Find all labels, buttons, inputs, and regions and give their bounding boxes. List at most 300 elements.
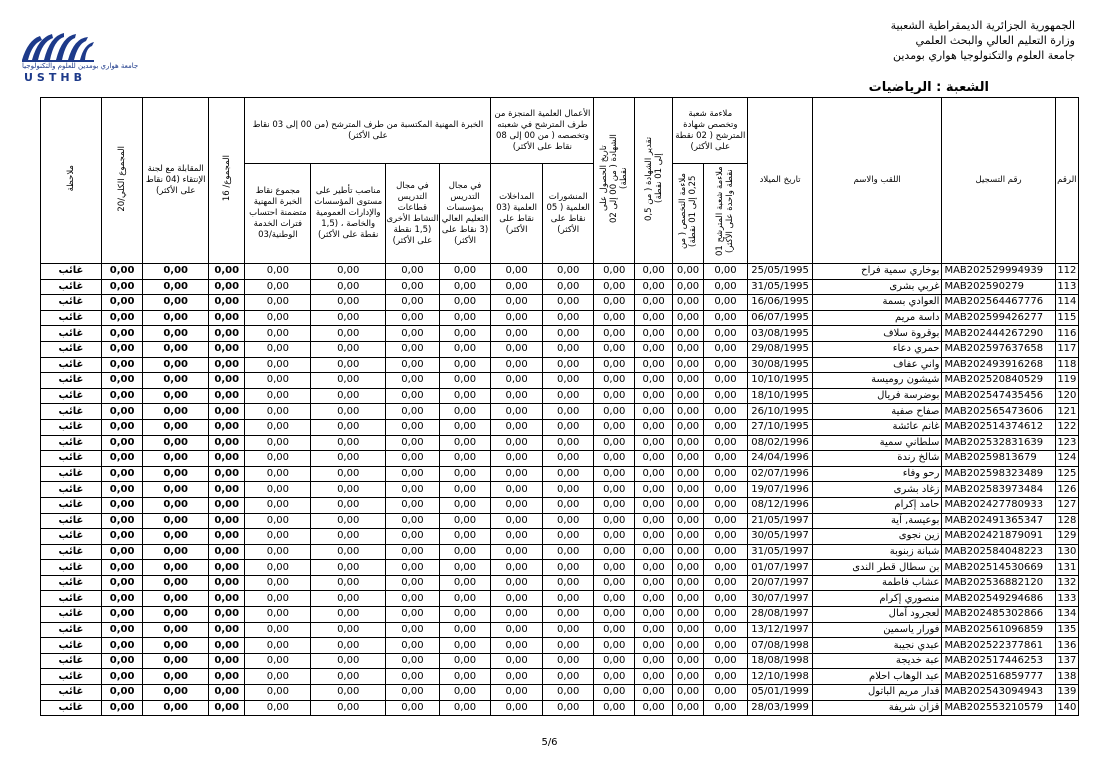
supervise-cell: 0,00	[311, 560, 386, 576]
suit-branch-cell: 0,00	[703, 560, 748, 576]
remark-cell: غائب	[41, 700, 102, 716]
col-group-suitability: ملاءمة شعبة وتخصص شهادة المترشح ( 02 نقطة على الأكثر)	[673, 98, 748, 164]
col-rank: الرقم	[1055, 98, 1078, 264]
birth-date-cell: 01/07/1997	[748, 560, 813, 576]
experience-total-cell: 0,00	[245, 279, 311, 295]
interview-cell: 0,00	[143, 529, 209, 545]
total20-cell: 0,00	[101, 279, 142, 295]
page-number: 5/6	[541, 737, 558, 748]
grade-cell: 0,00	[634, 419, 672, 435]
birth-date-cell: 26/10/1995	[748, 404, 813, 420]
birth-date-cell: 31/05/1997	[748, 544, 813, 560]
remark-cell: غائب	[41, 357, 102, 373]
remark-cell: غائب	[41, 326, 102, 342]
birth-date-cell: 20/07/1997	[748, 575, 813, 591]
total20-cell: 0,00	[101, 575, 142, 591]
teach-higher-cell: 0,00	[439, 544, 491, 560]
talks-cell: 0,00	[491, 310, 543, 326]
remark-cell: غائب	[41, 295, 102, 311]
total16-cell: 0,00	[209, 513, 245, 529]
supervise-cell: 0,00	[311, 404, 386, 420]
interview-cell: 0,00	[143, 419, 209, 435]
experience-total-cell: 0,00	[245, 669, 311, 685]
teach-higher-cell: 0,00	[439, 497, 491, 513]
table-row	[41, 482, 1079, 498]
grade-cell: 0,00	[634, 607, 672, 623]
suit-spec-cell: 0,00	[673, 310, 703, 326]
logo-subtitle: جامعة هواري بومدين للعلوم والتكنولوجيا	[22, 62, 139, 70]
col-group-scientific: الأعمال العلمية المنجزة من طرف المترشح في شعبته وتخصصه ( من 00 إلى 08 نقاط على الأكثر)	[491, 98, 594, 164]
grade-cell: 0,00	[634, 544, 672, 560]
suit-branch-cell: 0,00	[703, 544, 748, 560]
experience-total-cell: 0,00	[245, 653, 311, 669]
total16-cell: 0,00	[209, 326, 245, 342]
interview-cell: 0,00	[143, 560, 209, 576]
publications-cell: 0,00	[542, 700, 594, 716]
name-cell: شبانة زبنوبة	[812, 544, 941, 560]
remark-cell: غائب	[41, 388, 102, 404]
name-cell: عبدي نجيبة	[812, 638, 941, 654]
date-obtained-cell: 0,00	[594, 575, 634, 591]
col-publications: المنشورات العلمية ( 05 نقاط على الأكثر)	[542, 164, 594, 264]
registration-cell: MAB20259813679	[942, 451, 1055, 467]
birth-date-cell: 30/05/1997	[748, 529, 813, 545]
talks-cell: 0,00	[491, 529, 543, 545]
col-grade: تقدير الشهادة ( من 0,5 إلى 01 نقطة)	[634, 98, 672, 264]
supervise-cell: 0,00	[311, 279, 386, 295]
interview-cell: 0,00	[143, 326, 209, 342]
birth-date-cell: 02/07/1996	[748, 466, 813, 482]
supervise-cell: 0,00	[311, 326, 386, 342]
birth-date-cell: 12/10/1998	[748, 669, 813, 685]
name-cell: فورار ياسمين	[812, 622, 941, 638]
total20-cell: 0,00	[101, 669, 142, 685]
results-table-container	[40, 97, 1079, 716]
total16-cell: 0,00	[209, 575, 245, 591]
date-obtained-cell: 0,00	[594, 264, 634, 280]
interview-cell: 0,00	[143, 310, 209, 326]
suit-spec-cell: 0,00	[673, 622, 703, 638]
experience-total-cell: 0,00	[245, 482, 311, 498]
teach-higher-cell: 0,00	[439, 653, 491, 669]
table-row	[41, 607, 1079, 623]
col-experience-total: مجموع نقاط الخبرة المهنية متضمنة احتساب فترات الخدمة الوطنية/03	[245, 164, 311, 264]
grade-cell: 0,00	[634, 669, 672, 685]
experience-total-cell: 0,00	[245, 341, 311, 357]
teach-higher-cell: 0,00	[439, 388, 491, 404]
registration-cell: MAB202520840529	[942, 373, 1055, 389]
registration-cell: MAB202514530669	[942, 560, 1055, 576]
publications-cell: 0,00	[542, 264, 594, 280]
name-cell: صفاح صفية	[812, 404, 941, 420]
grade-cell: 0,00	[634, 560, 672, 576]
talks-cell: 0,00	[491, 544, 543, 560]
teach-other-cell: 0,00	[386, 295, 440, 311]
table-row	[41, 451, 1079, 467]
interview-cell: 0,00	[143, 341, 209, 357]
date-obtained-cell: 0,00	[594, 310, 634, 326]
date-obtained-cell: 0,00	[594, 482, 634, 498]
supervise-cell: 0,00	[311, 700, 386, 716]
suit-spec-cell: 0,00	[673, 357, 703, 373]
rank-cell: 138	[1055, 669, 1078, 685]
suit-branch-cell: 0,00	[703, 404, 748, 420]
publications-cell: 0,00	[542, 513, 594, 529]
supervise-cell: 0,00	[311, 529, 386, 545]
remark-cell: غائب	[41, 404, 102, 420]
date-obtained-cell: 0,00	[594, 326, 634, 342]
suit-spec-cell: 0,00	[673, 435, 703, 451]
talks-cell: 0,00	[491, 295, 543, 311]
teach-other-cell: 0,00	[386, 373, 440, 389]
suit-branch-cell: 0,00	[703, 607, 748, 623]
supervise-cell: 0,00	[311, 388, 386, 404]
publications-cell: 0,00	[542, 451, 594, 467]
total20-cell: 0,00	[101, 264, 142, 280]
rank-cell: 133	[1055, 591, 1078, 607]
grade-cell: 0,00	[634, 279, 672, 295]
col-total-20: المجموع الكلي/20	[101, 98, 142, 264]
registration-cell: MAB202564467776	[942, 295, 1055, 311]
suit-spec-cell: 0,00	[673, 607, 703, 623]
name-cell: بن سطال قطر الندى	[812, 560, 941, 576]
col-name: اللقب والاسم	[812, 98, 941, 264]
publications-cell: 0,00	[542, 404, 594, 420]
teach-other-cell: 0,00	[386, 326, 440, 342]
birth-date-cell: 24/04/1996	[748, 451, 813, 467]
name-cell: العوادي بسمة	[812, 295, 941, 311]
remark-cell: غائب	[41, 622, 102, 638]
supervise-cell: 0,00	[311, 373, 386, 389]
supervise-cell: 0,00	[311, 513, 386, 529]
publications-cell: 0,00	[542, 591, 594, 607]
teach-other-cell: 0,00	[386, 497, 440, 513]
results-table	[40, 97, 1079, 716]
grade-cell: 0,00	[634, 700, 672, 716]
registration-cell: MAB202590279	[942, 279, 1055, 295]
birth-date-cell: 29/08/1995	[748, 341, 813, 357]
name-cell: زين نجوى	[812, 529, 941, 545]
suit-spec-cell: 0,00	[673, 279, 703, 295]
teach-higher-cell: 0,00	[439, 560, 491, 576]
date-obtained-cell: 0,00	[594, 466, 634, 482]
table-row	[41, 435, 1079, 451]
teach-other-cell: 0,00	[386, 529, 440, 545]
total20-cell: 0,00	[101, 357, 142, 373]
experience-total-cell: 0,00	[245, 591, 311, 607]
teach-higher-cell: 0,00	[439, 279, 491, 295]
suit-spec-cell: 0,00	[673, 513, 703, 529]
interview-cell: 0,00	[143, 638, 209, 654]
suit-branch-cell: 0,00	[703, 419, 748, 435]
publications-cell: 0,00	[542, 622, 594, 638]
name-cell: شالخ رندة	[812, 451, 941, 467]
teach-other-cell: 0,00	[386, 435, 440, 451]
supervise-cell: 0,00	[311, 310, 386, 326]
total16-cell: 0,00	[209, 466, 245, 482]
suit-branch-cell: 0,00	[703, 310, 748, 326]
suit-branch-cell: 0,00	[703, 264, 748, 280]
interview-cell: 0,00	[143, 264, 209, 280]
interview-cell: 0,00	[143, 685, 209, 701]
remark-cell: غائب	[41, 310, 102, 326]
suit-spec-cell: 0,00	[673, 404, 703, 420]
interview-cell: 0,00	[143, 295, 209, 311]
registration-cell: MAB202553210579	[942, 700, 1055, 716]
talks-cell: 0,00	[491, 607, 543, 623]
birth-date-cell: 10/10/1995	[748, 373, 813, 389]
total16-cell: 0,00	[209, 591, 245, 607]
registration-cell: MAB202599426277	[942, 310, 1055, 326]
col-teach-higher: في مجال التدريس بمؤسسات التعليم العالي (3 نقاط على الأكثر)	[439, 164, 491, 264]
total16-cell: 0,00	[209, 295, 245, 311]
university-line: جامعة العلوم والتكنولوجيا هواري بومدين	[892, 49, 1075, 62]
rank-cell: 115	[1055, 310, 1078, 326]
rank-cell: 140	[1055, 700, 1078, 716]
grade-cell: 0,00	[634, 404, 672, 420]
talks-cell: 0,00	[491, 638, 543, 654]
publications-cell: 0,00	[542, 435, 594, 451]
experience-total-cell: 0,00	[245, 373, 311, 389]
date-obtained-cell: 0,00	[594, 497, 634, 513]
rank-cell: 118	[1055, 357, 1078, 373]
suit-branch-cell: 0,00	[703, 466, 748, 482]
rank-cell: 126	[1055, 482, 1078, 498]
total20-cell: 0,00	[101, 373, 142, 389]
publications-cell: 0,00	[542, 326, 594, 342]
col-group-experience: الخبرة المهنية المكتسبة من طرف المترشح (من 00 إلى 03 نقاط على الأكثر)	[245, 98, 491, 164]
interview-cell: 0,00	[143, 357, 209, 373]
total16-cell: 0,00	[209, 357, 245, 373]
table-row	[41, 560, 1079, 576]
suit-branch-cell: 0,00	[703, 326, 748, 342]
grade-cell: 0,00	[634, 638, 672, 654]
suit-branch-cell: 0,00	[703, 669, 748, 685]
rank-cell: 136	[1055, 638, 1078, 654]
teach-other-cell: 0,00	[386, 466, 440, 482]
publications-cell: 0,00	[542, 685, 594, 701]
suit-spec-cell: 0,00	[673, 669, 703, 685]
experience-total-cell: 0,00	[245, 529, 311, 545]
teach-other-cell: 0,00	[386, 388, 440, 404]
talks-cell: 0,00	[491, 435, 543, 451]
teach-higher-cell: 0,00	[439, 404, 491, 420]
grade-cell: 0,00	[634, 685, 672, 701]
birth-date-cell: 07/08/1998	[748, 638, 813, 654]
teach-other-cell: 0,00	[386, 357, 440, 373]
publications-cell: 0,00	[542, 341, 594, 357]
teach-higher-cell: 0,00	[439, 451, 491, 467]
teach-other-cell: 0,00	[386, 607, 440, 623]
total20-cell: 0,00	[101, 653, 142, 669]
date-obtained-cell: 0,00	[594, 653, 634, 669]
teach-higher-cell: 0,00	[439, 685, 491, 701]
remark-cell: غائب	[41, 575, 102, 591]
teach-other-cell: 0,00	[386, 560, 440, 576]
teach-higher-cell: 0,00	[439, 341, 491, 357]
total16-cell: 0,00	[209, 622, 245, 638]
teach-other-cell: 0,00	[386, 700, 440, 716]
table-row	[41, 466, 1079, 482]
rank-cell: 131	[1055, 560, 1078, 576]
col-suit-spec: ملاءمة التخصص ( من 0,25 إلى 01 نقطة)	[673, 164, 703, 264]
total20-cell: 0,00	[101, 451, 142, 467]
registration-cell: MAB202491365347	[942, 513, 1055, 529]
registration-cell: MAB202514374612	[942, 419, 1055, 435]
publications-cell: 0,00	[542, 607, 594, 623]
remark-cell: غائب	[41, 497, 102, 513]
rank-cell: 134	[1055, 607, 1078, 623]
table-row	[41, 264, 1079, 280]
publications-cell: 0,00	[542, 310, 594, 326]
publications-cell: 0,00	[542, 653, 594, 669]
talks-cell: 0,00	[491, 669, 543, 685]
supervise-cell: 0,00	[311, 341, 386, 357]
total16-cell: 0,00	[209, 607, 245, 623]
total20-cell: 0,00	[101, 310, 142, 326]
name-cell: بوعيسة, آية	[812, 513, 941, 529]
talks-cell: 0,00	[491, 388, 543, 404]
total20-cell: 0,00	[101, 513, 142, 529]
rank-cell: 113	[1055, 279, 1078, 295]
suit-branch-cell: 0,00	[703, 529, 748, 545]
col-date-obtained: تاريخ الحصول على الشهادة ( من 00 إلى 02 نقطة)	[594, 98, 634, 264]
supervise-cell: 0,00	[311, 435, 386, 451]
remark-cell: غائب	[41, 669, 102, 685]
experience-total-cell: 0,00	[245, 622, 311, 638]
supervise-cell: 0,00	[311, 482, 386, 498]
talks-cell: 0,00	[491, 622, 543, 638]
grade-cell: 0,00	[634, 310, 672, 326]
experience-total-cell: 0,00	[245, 497, 311, 513]
publications-cell: 0,00	[542, 357, 594, 373]
birth-date-cell: 19/07/1996	[748, 482, 813, 498]
publications-cell: 0,00	[542, 388, 594, 404]
name-cell: زغاد بشرى	[812, 482, 941, 498]
talks-cell: 0,00	[491, 419, 543, 435]
total16-cell: 0,00	[209, 653, 245, 669]
birth-date-cell: 31/05/1995	[748, 279, 813, 295]
grade-cell: 0,00	[634, 513, 672, 529]
registration-cell: MAB202536882120	[942, 575, 1055, 591]
table-row	[41, 341, 1079, 357]
date-obtained-cell: 0,00	[594, 451, 634, 467]
suit-spec-cell: 0,00	[673, 497, 703, 513]
name-cell: شيشون روميسة	[812, 373, 941, 389]
registration-cell: MAB202584048223	[942, 544, 1055, 560]
experience-total-cell: 0,00	[245, 295, 311, 311]
total20-cell: 0,00	[101, 607, 142, 623]
experience-total-cell: 0,00	[245, 560, 311, 576]
suit-spec-cell: 0,00	[673, 466, 703, 482]
total20-cell: 0,00	[101, 700, 142, 716]
interview-cell: 0,00	[143, 700, 209, 716]
publications-cell: 0,00	[542, 638, 594, 654]
supervise-cell: 0,00	[311, 264, 386, 280]
talks-cell: 0,00	[491, 653, 543, 669]
publications-cell: 0,00	[542, 575, 594, 591]
total16-cell: 0,00	[209, 685, 245, 701]
teach-higher-cell: 0,00	[439, 466, 491, 482]
suit-branch-cell: 0,00	[703, 373, 748, 389]
grade-cell: 0,00	[634, 591, 672, 607]
teach-other-cell: 0,00	[386, 575, 440, 591]
suit-branch-cell: 0,00	[703, 357, 748, 373]
teach-higher-cell: 0,00	[439, 326, 491, 342]
suit-spec-cell: 0,00	[673, 451, 703, 467]
rank-cell: 120	[1055, 388, 1078, 404]
publications-cell: 0,00	[542, 279, 594, 295]
teach-other-cell: 0,00	[386, 451, 440, 467]
talks-cell: 0,00	[491, 513, 543, 529]
birth-date-cell: 05/01/1999	[748, 685, 813, 701]
total20-cell: 0,00	[101, 685, 142, 701]
talks-cell: 0,00	[491, 497, 543, 513]
logo-acronym: USTHB	[24, 71, 86, 84]
teach-higher-cell: 0,00	[439, 264, 491, 280]
talks-cell: 0,00	[491, 357, 543, 373]
total20-cell: 0,00	[101, 388, 142, 404]
col-registration: رقم التسجيل	[942, 98, 1055, 264]
total16-cell: 0,00	[209, 341, 245, 357]
table-row	[41, 544, 1079, 560]
total16-cell: 0,00	[209, 529, 245, 545]
suit-spec-cell: 0,00	[673, 544, 703, 560]
total20-cell: 0,00	[101, 341, 142, 357]
remark-cell: غائب	[41, 591, 102, 607]
name-cell: عبة خديجة	[812, 653, 941, 669]
total20-cell: 0,00	[101, 326, 142, 342]
teach-other-cell: 0,00	[386, 685, 440, 701]
interview-cell: 0,00	[143, 622, 209, 638]
teach-higher-cell: 0,00	[439, 435, 491, 451]
interview-cell: 0,00	[143, 669, 209, 685]
name-cell: قدار مريم الباتول	[812, 685, 941, 701]
interview-cell: 0,00	[143, 451, 209, 467]
publications-cell: 0,00	[542, 529, 594, 545]
suit-branch-cell: 0,00	[703, 653, 748, 669]
remark-cell: غائب	[41, 466, 102, 482]
remark-cell: غائب	[41, 607, 102, 623]
supervise-cell: 0,00	[311, 544, 386, 560]
rank-cell: 114	[1055, 295, 1078, 311]
experience-total-cell: 0,00	[245, 513, 311, 529]
remark-cell: غائب	[41, 279, 102, 295]
remark-cell: غائب	[41, 638, 102, 654]
rank-cell: 122	[1055, 419, 1078, 435]
talks-cell: 0,00	[491, 404, 543, 420]
birth-date-cell: 27/10/1995	[748, 419, 813, 435]
suit-spec-cell: 0,00	[673, 560, 703, 576]
name-cell: سلطاني سمية	[812, 435, 941, 451]
registration-cell: MAB202549294686	[942, 591, 1055, 607]
remark-cell: غائب	[41, 264, 102, 280]
experience-total-cell: 0,00	[245, 700, 311, 716]
experience-total-cell: 0,00	[245, 388, 311, 404]
col-birth-date: تاريخ الميلاد	[748, 98, 813, 264]
suit-branch-cell: 0,00	[703, 341, 748, 357]
teach-higher-cell: 0,00	[439, 575, 491, 591]
name-cell: حمري دعاء	[812, 341, 941, 357]
date-obtained-cell: 0,00	[594, 591, 634, 607]
suit-spec-cell: 0,00	[673, 419, 703, 435]
table-row	[41, 700, 1079, 716]
date-obtained-cell: 0,00	[594, 357, 634, 373]
table-row	[41, 653, 1079, 669]
publications-cell: 0,00	[542, 482, 594, 498]
remark-cell: غائب	[41, 685, 102, 701]
birth-date-cell: 18/10/1995	[748, 388, 813, 404]
